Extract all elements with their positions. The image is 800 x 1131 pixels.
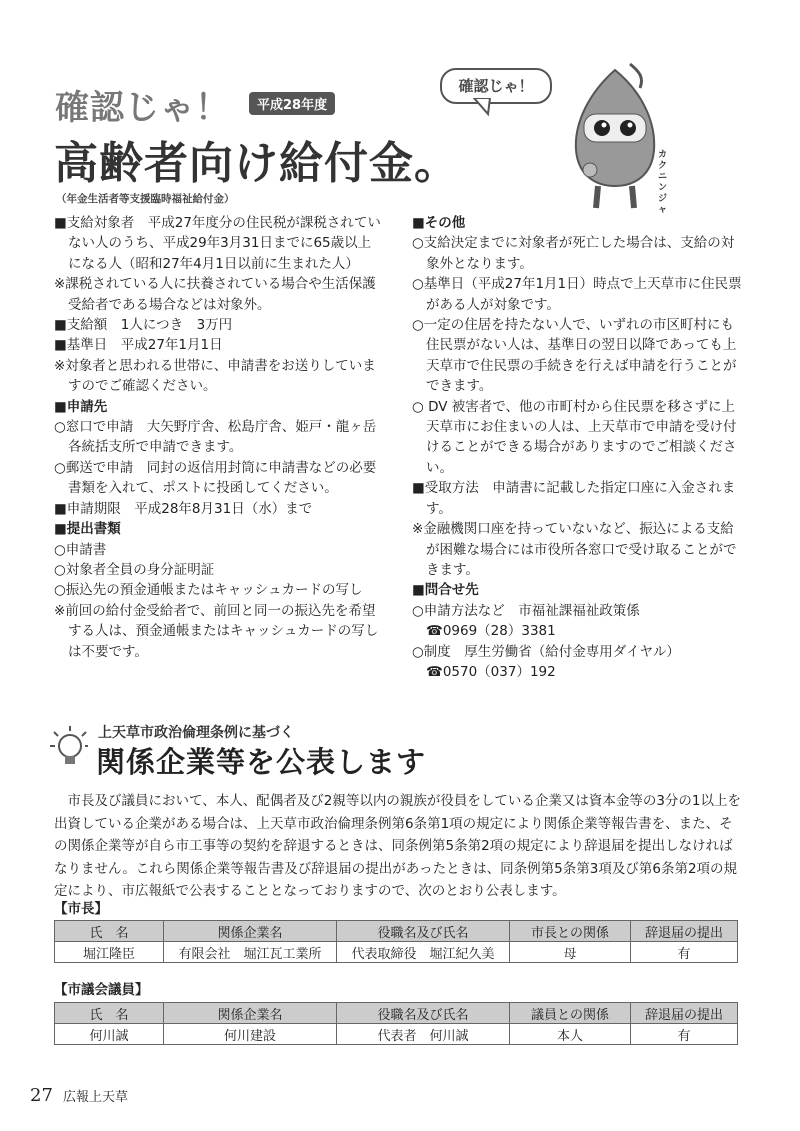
- page-footer: [30, 1085, 128, 1106]
- left-para: ■申請期限 平成28年8月31日（水）まで: [54, 500, 313, 517]
- table-cell: 何川建設: [164, 1024, 337, 1045]
- table-row: [55, 942, 738, 963]
- left-para: ※対象者と思われる世帯に、申請書をお送りしていますのでご確認ください。: [54, 357, 376, 395]
- page-subtitle: （年金生活者等支援臨時福祉給付金）: [56, 193, 235, 205]
- table-header-row: [55, 921, 738, 942]
- right-para: ○申請方法など 市福祉課福祉政策係: [412, 602, 640, 619]
- speech-bubble-tail: [470, 98, 500, 118]
- left-para: ○対象者全員の身分証明証: [54, 561, 215, 578]
- table-header: 議員との関係: [510, 1003, 631, 1024]
- table-cell: 有: [631, 1024, 738, 1045]
- right-para: ※金融機関口座を持っていないなど、振込による支給が困難な場合には市役所各窓口で受け取ることができます。: [412, 521, 737, 578]
- mascot-name: カクニンジャ: [658, 150, 668, 215]
- right-heading: ■問合せ先: [412, 582, 479, 599]
- table-header: 氏 名: [55, 1003, 164, 1024]
- left-para: ○申請書: [54, 541, 107, 558]
- mayor-table-label: 【市長】: [54, 901, 108, 917]
- left-para: ○窓口で申請 大矢野庁舎、松島庁舎、姫戸・龍ヶ岳各統括支所で申請できます。: [54, 419, 377, 456]
- mayor-table: [54, 920, 738, 963]
- phone-number: ☎0570（037）192: [426, 663, 556, 680]
- section-body: 市長及び議員において、本人、配偶者及び2親等以内の親族が役員をしている企業又は資本金等の3分の1以上を出資している企業がある場合は、上天草市政治倫理条例第6条第1項の規定により関係企業等報告書を、また、その関係企業等が自ら市工事等の契約を辞退するときは、同条例第5条第2項の規定により辞退届を提出しなければなりません。これら関係企業等報告書及び辞退届の提出があったときは、同条例第5条第3項及び第6条第2項の規定により、市広報紙で公表することとなっておりますので、次のとおり公表します。: [54, 793, 741, 899]
- right-heading: ■その他: [412, 215, 466, 231]
- left-para: ○振込先の預金通帳またはキャッシュカードの写し: [54, 582, 363, 599]
- section-subtitle: 上天草市政治倫理条例に基づく: [98, 725, 294, 741]
- table-header: 関係企業名: [164, 1003, 337, 1024]
- phone-number: ☎0969（28）3381: [426, 623, 556, 640]
- table-header: 市長との関係: [510, 921, 631, 942]
- left-para: ※課税されている人に扶養されている場合や生活保護受給者である場合などは対象外。: [54, 276, 376, 313]
- right-para: ■受取方法 申請書に記載した指定口座に入金されます。: [412, 480, 736, 517]
- table-cell: 代表取締役 堀江紀久美: [337, 942, 510, 963]
- table-cell: 有限会社 堀江瓦工業所: [164, 942, 337, 963]
- table-cell: 有: [631, 942, 738, 963]
- page-number: 27: [30, 1085, 53, 1106]
- table-header: 役職名及び氏名: [337, 1003, 510, 1024]
- publication-name: 広報上天草: [63, 1090, 129, 1105]
- right-para: ○制度 厚生労働省（給付金専用ダイヤル）: [412, 643, 680, 660]
- right-para: ○一定の住居を持たない人で、いずれの市区町村にも住民票がない人は、基準日の翌日以降であっても上天草市で住民票の手続きを行えば申請を行うことができます。: [412, 317, 737, 395]
- left-para: ■支給額 1人につき 3万円: [54, 317, 233, 334]
- table-cell: 堀江隆臣: [55, 942, 164, 963]
- left-para: ■支給対象者 平成27年度分の住民税が課税されていない人のうち、平成29年3月31日までに65歳以上になる人（昭和27年4月1日以前に生まれた人）: [54, 215, 381, 272]
- table-header: 役職名及び氏名: [337, 921, 510, 942]
- council-table-label: 【市議会議員】: [54, 982, 149, 998]
- section-title: 関係企業等を公表します: [96, 745, 427, 779]
- left-para: ■基準日 平成27年1月1日: [54, 337, 223, 354]
- speech-bubble: 確認じゃ！: [440, 68, 552, 104]
- table-header: 氏 名: [55, 921, 164, 942]
- table-row: [55, 1024, 738, 1045]
- right-column: [412, 213, 746, 682]
- left-para: ○郵送で申請 同封の返信用封筒に申請書などの必要書類を入れて、ポストに投函してください。: [54, 459, 377, 497]
- page-title: 高齢者向け給付金。: [54, 138, 459, 189]
- right-para: ○基準日（平成27年1月1日）時点で上天草市に住民票がある人が対象です。: [412, 276, 742, 313]
- kakunin-heading: 確認じゃ！: [55, 88, 230, 128]
- right-para: ○支給決定までに対象者が死亡した場合は、支給の対象外となります。: [412, 235, 735, 272]
- lightbulb-icon: [44, 722, 88, 772]
- table-header: 辞退届の提出: [631, 921, 738, 942]
- ninja-mascot-icon: [560, 62, 670, 212]
- left-para: ※前回の給付金受給者で、前回と同一の振込先を希望する人は、預金通帳またはキャッシュカードの写しは不要です。: [54, 602, 379, 660]
- left-heading: ■申請先: [54, 398, 108, 415]
- left-column: [54, 213, 384, 662]
- left-heading: ■提出書類: [54, 521, 121, 538]
- table-cell: 母: [510, 942, 631, 963]
- table-header: 辞退届の提出: [631, 1003, 738, 1024]
- table-header: 関係企業名: [164, 921, 337, 942]
- table-cell: 何川誠: [55, 1024, 164, 1045]
- table-header-row: [55, 1003, 738, 1024]
- council-table: [54, 1002, 738, 1045]
- year-badge: 平成28年度: [249, 92, 335, 115]
- right-para: ○ DV 被害者で、他の市町村から住民票を移さずに上天草市にお住まいの人は、上天草市で申請を受け付けることができる場合がありますのでご相談ください。: [412, 398, 737, 476]
- table-cell: 本人: [510, 1024, 631, 1045]
- table-cell: 代表者 何川誠: [337, 1024, 510, 1045]
